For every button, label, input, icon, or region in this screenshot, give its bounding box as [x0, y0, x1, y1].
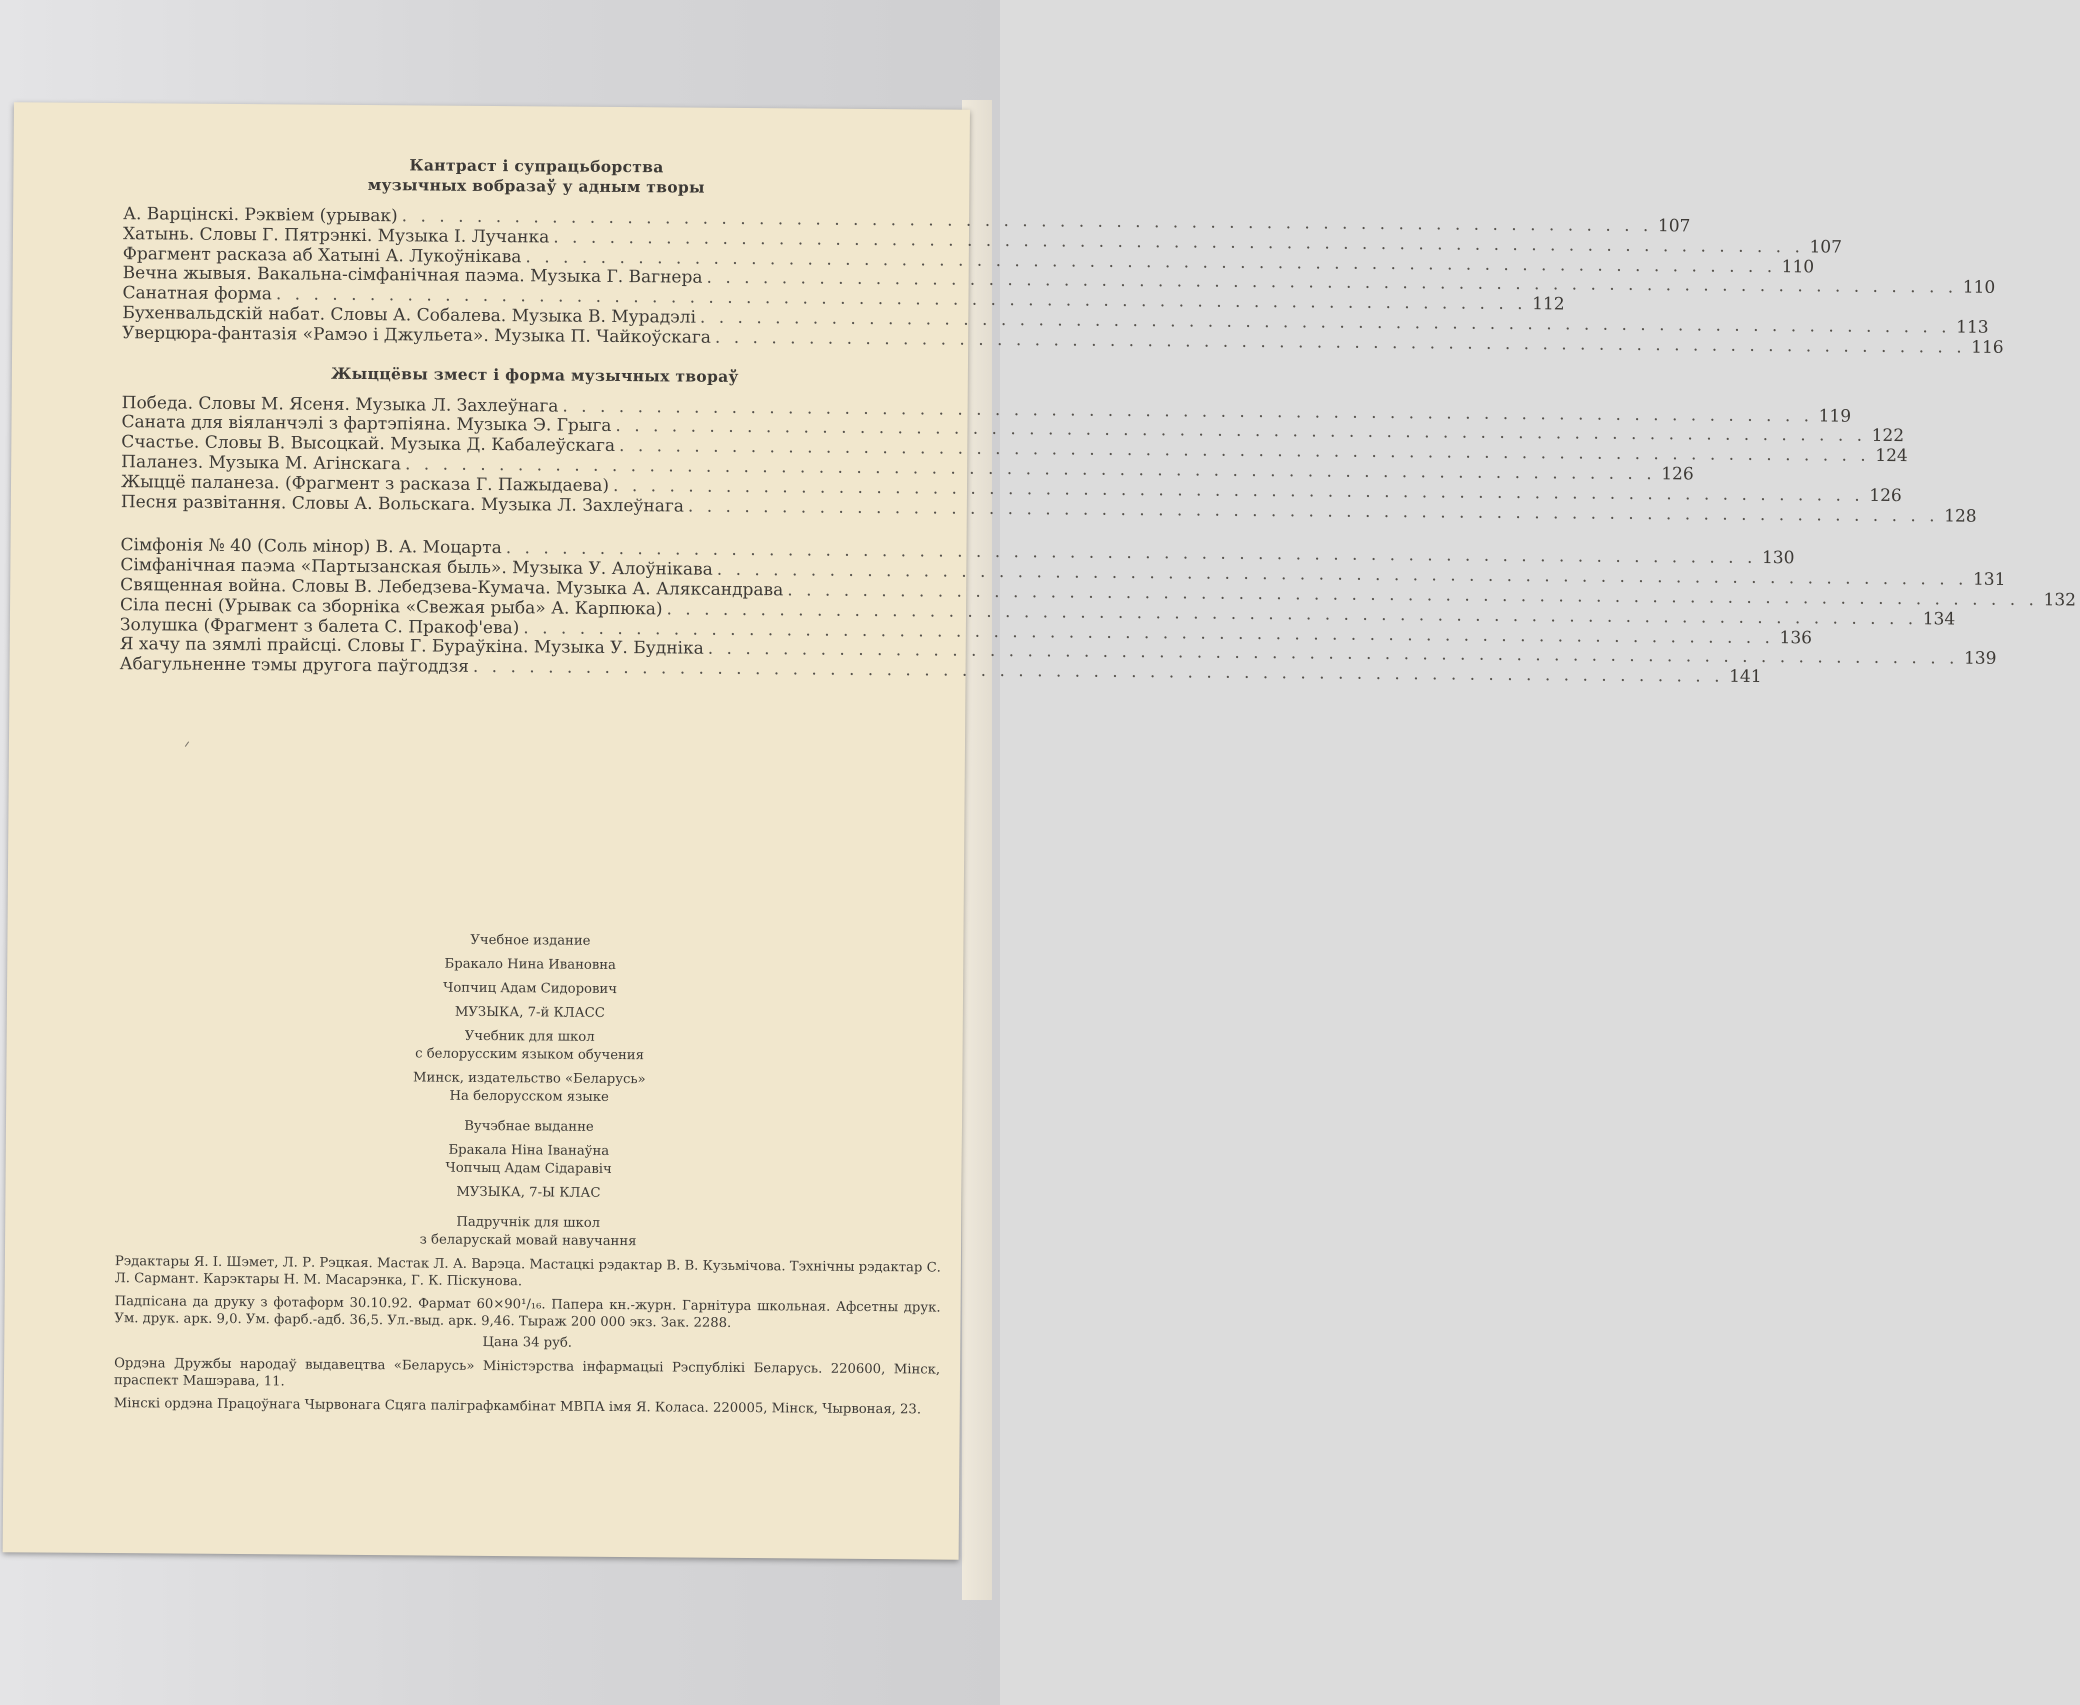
toc-entry-page: 136 — [1779, 627, 1813, 648]
toc-entry-page: 110 — [1781, 256, 1815, 277]
print-info: Падпісана да друку з фотаформ 30.10.92. Фармат 60×90¹/₁₆. Папера кн.-журн. Гарнітура школьная. Афсетны друк. Ум. друк. арк. 9,0. Ум. фарб.-адб. 36,5. Ул.-выд. арк. 9,46. Тыраж 200 000 экз. Зак. 2288. — [114, 1294, 941, 1331]
toc-entry-title: Вечна жывыя. Вакальна-сімфанічная паэма. Музыка Г. Вагнера — [122, 263, 703, 289]
book-page — [3, 102, 2077, 1559]
toc-entry-page: 141 — [1729, 666, 1762, 688]
toc-entry-page: 130 — [1761, 548, 1795, 569]
publisher-info: Ордэна Дружбы народаў выдавецтва «Беларусь» Міністэрства інфармацыі Рэспублікі Беларусь. 220600, Мінск, праспект Машэрава, 11. — [113, 1356, 941, 1390]
toc-entry-page: 116 — [1971, 337, 2004, 358]
toc-entry-page: 107 — [1657, 216, 1691, 237]
book-title: МУЗЫКА, 7-Ы КЛАС — [456, 1184, 601, 1201]
toc-entry-title: Абагульненне тэмы другога паўгоддзя — [119, 654, 469, 677]
subtitle: Падручнік для школ — [456, 1214, 601, 1231]
toc-entry-title: Саната для віяланчэлі з фартэпіяна. Музыка Э. Грыга — [121, 412, 612, 437]
toc-entry-title: Сімфанічная паэма «Партызанская быль». Музыка У. Алоўнікава — [120, 555, 713, 580]
toc-entry-title: Победа. Словы М. Ясеня. Музыка Л. Захлеўнага — [121, 392, 559, 417]
toc-entry-title: А. Варцінскі. Рэквіем (урывак) — [123, 204, 398, 227]
table-of-contents — [113, 153, 2077, 1418]
printer-info: Мінскі ордэна Працоўнага Чырвонага Сцяга паліграфкамбінат МВПА імя Я. Коласа. 220005, Мінск, Чырвоная, 23. — [113, 1396, 922, 1418]
toc-entry — [119, 654, 1762, 688]
toc-entry-page: 110 — [1962, 277, 1996, 299]
toc-entry-page: 126 — [1661, 464, 1694, 485]
toc-entry-title: Я хачу па зямлі прайсці. Словы Г. Бураўкіна. Музыка У. Будніка — [119, 634, 704, 660]
author: Бракала Ніна Іванаўна — [448, 1142, 610, 1159]
toc-entry-page: 112 — [1532, 294, 1565, 315]
toc-entry-page: 107 — [1809, 237, 1843, 258]
pencil-mark — [185, 741, 189, 746]
language-line: На белорусском языке — [449, 1088, 609, 1105]
toc-entry-page: 126 — [1869, 485, 1902, 506]
author: Чопчиц Адам Сидорович — [443, 980, 618, 998]
toc-entry-title: Бухенвальдскій набат. Словы А. Собалева. Музыка В. Мурадэлі — [122, 303, 697, 328]
subtitle: з беларускай мовай навучання — [419, 1232, 637, 1250]
toc-entry-title: Счастье. Словы В. Высоцкай. Музыка Д. Кабалеўскага — [121, 432, 616, 457]
section-title: Кантраст і супрацьборства музычных вобразаў у адным творы — [367, 155, 705, 197]
author: Бракало Нина Ивановна — [444, 956, 616, 973]
edition-type: Учебное издание — [470, 932, 591, 949]
toc-entry-page: 113 — [1956, 317, 1989, 338]
toc-section-final — [119, 535, 2077, 688]
toc-entry-title: Сімфонія № 40 (Соль мінор) В. А. Моцарта — [120, 535, 502, 559]
publisher-line: Минск, издательство «Беларусь» — [413, 1070, 646, 1088]
toc-entry-title: Золушка (Фрагмент з балета С. Пракоф'ева) — [119, 614, 520, 638]
toc-entry-page: 132 — [2043, 590, 2077, 611]
toc-entry-page: 139 — [1963, 648, 1997, 670]
toc-entry-title: Сіла песні (Урывак са зборніка «Свежая рыба» А. Карпюка) — [119, 594, 663, 620]
toc-entry-title: Фрагмент расказа аб Хатыні А. Лукоўнікава — [122, 243, 522, 267]
toc-entry-page: 124 — [1875, 446, 1908, 467]
toc-section-content-and-form — [120, 392, 1977, 527]
toc-section-contrast — [122, 204, 2004, 358]
toc-entry-page: 128 — [1944, 505, 1977, 527]
toc-entry-page: 131 — [1972, 569, 2006, 591]
subtitle: с белорусским языком обучения — [415, 1046, 644, 1064]
subtitle: Учебник для школ — [464, 1028, 595, 1045]
toc-entry-title: Хатынь. Словы Г. Пятрэнкі. Музыка І. Лучанка — [122, 223, 550, 248]
toc-entry-title: Санатная форма — [122, 283, 272, 305]
toc-entry-page: 122 — [1871, 426, 1905, 447]
toc-entry-title: Песня развітання. Словы А. Вольскага. Музыка Л. Захлеўнага — [120, 491, 685, 517]
author: Чопчыц Адам Сідаравіч — [445, 1160, 612, 1177]
toc-entry-page: 119 — [1818, 406, 1852, 427]
toc-entry-title: Священная война. Словы В. Лебедзева-Кумача. Музыка А. Аляксандрава — [120, 575, 784, 601]
toc-entry-page: 134 — [1922, 609, 1956, 630]
imprint — [114, 929, 944, 1418]
section-title: Жыццёвы змест і форма музычных твораў — [330, 363, 739, 386]
editors-info: Рэдактары Я. І. Шэмет, Л. Р. Рэцкая. Мастак Л. А. Варэца. Мастацкі рэдактар В. В. Кузьмічова. Тэхнічны рэдактар С. Л. Сармант. Карэктары Н. М. Масарэнка, Г. К. Піскунова. — [114, 1254, 941, 1290]
toc-entry-title: Паланез. Музыка М. Агінскага — [121, 452, 402, 475]
toc-entry-title: Жыццё паланеза. (Фрагмент з расказа Г. Пажыдаева) — [120, 471, 610, 496]
edition-type: Вучэбнае выданне — [464, 1118, 594, 1135]
price: Цана 34 руб. — [482, 1334, 573, 1351]
book-title: МУЗЫКА, 7-й КЛАСС — [454, 1004, 605, 1021]
toc-entry-title: Уверцюра-фантазія «Рамэо і Джульета». Музыка П. Чайкоўскага — [122, 322, 712, 348]
